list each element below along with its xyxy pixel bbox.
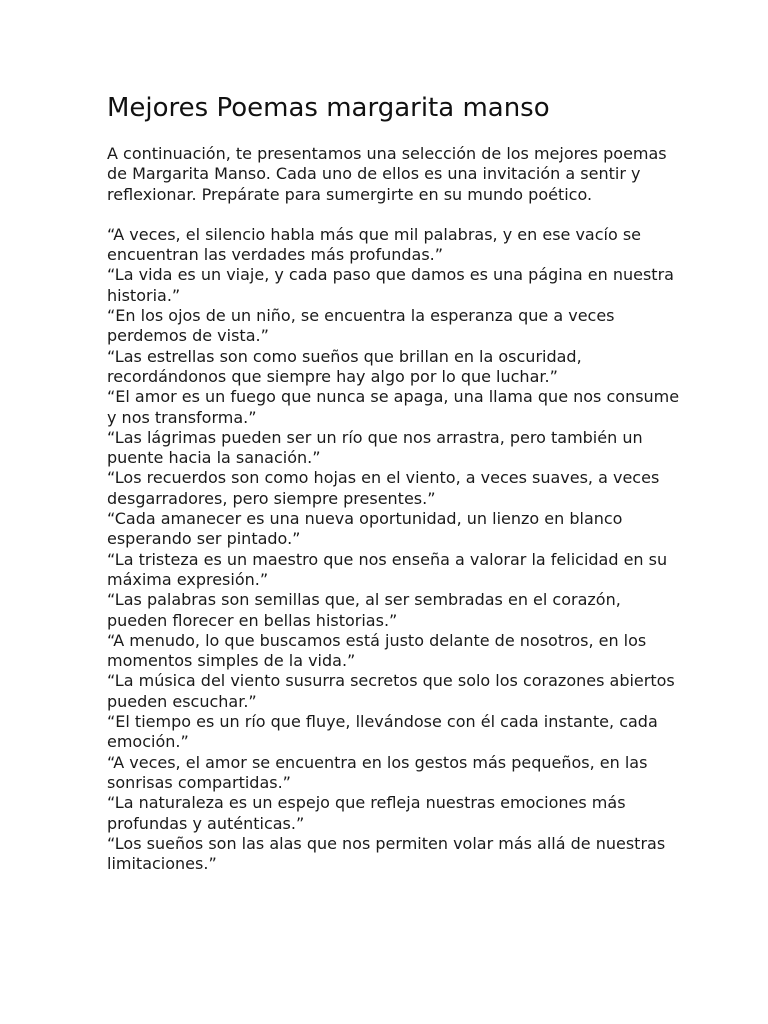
quote-item: “En los ojos de un niño, se encuentra la esperanza que a veces perdemos de vista.”	[107, 306, 615, 346]
quote-item: “A menudo, lo que buscamos está justo delante de nosotros, en los momentos simples de la vida.”	[107, 630, 647, 671]
quote-item: “El amor es un fuego que nunca se apaga, una llama que nos consume y nos transforma.”	[107, 387, 680, 427]
page-title: Mejores Poemas margarita manso	[107, 93, 550, 123]
quote-item: “La música del viento susurra secretos que solo los corazones abiertos pueden escuchar.”	[107, 671, 675, 711]
quote-item: “Los recuerdos son como hojas en el viento, a veces suaves, a veces desgarradores, pero siempre presentes.”	[107, 468, 660, 508]
quote-item: “Las palabras son semillas que, al ser sembradas en el corazón, pueden florecer en bellas historias.”	[107, 590, 621, 630]
quote-item: “A veces, el amor se encuentra en los gestos más pequeños, en las sonrisas compartidas.”	[107, 752, 648, 792]
quote-item: “Las estrellas son como sueños que brillan en la oscuridad, recordándonos que siempre hay algo por lo que luchar.”	[107, 346, 582, 386]
quote-item: “A veces, el silencio habla más que mil palabras, y en ese vacío se encuentran las verdades más profundas.”	[107, 224, 642, 265]
quote-list	[107, 225, 682, 875]
quote-item: “La tristeza es un maestro que nos enseña a valorar la felicidad en su máxima expresión.”	[107, 549, 668, 589]
intro-paragraph: A continuación, te presentamos una selección de los mejores poemas de Margarita Manso. Cada uno de ellos es una invitación a sentir y reflexionar. Prepárate para sumergirte en su mundo poético.	[107, 144, 667, 204]
quote-item: “La vida es un viaje, y cada paso que damos es una página en nuestra historia.”	[107, 265, 674, 305]
quote-item: “Cada amanecer es una nueva oportunidad, un lienzo en blanco esperando ser pintado.”	[107, 509, 623, 549]
quote-item: “Los sueños son las alas que nos permiten volar más allá de nuestras limitaciones.”	[107, 833, 666, 874]
quote-item: “La naturaleza es un espejo que refleja nuestras emociones más profundas y auténticas.”	[107, 793, 626, 833]
quote-item: “Las lágrimas pueden ser un río que nos arrastra, pero también un puente hacia la sanación.”	[107, 427, 643, 468]
quote-item: “El tiempo es un río que fluye, llevándose con él cada instante, cada emoción.”	[107, 712, 658, 752]
document-page	[107, 88, 682, 874]
